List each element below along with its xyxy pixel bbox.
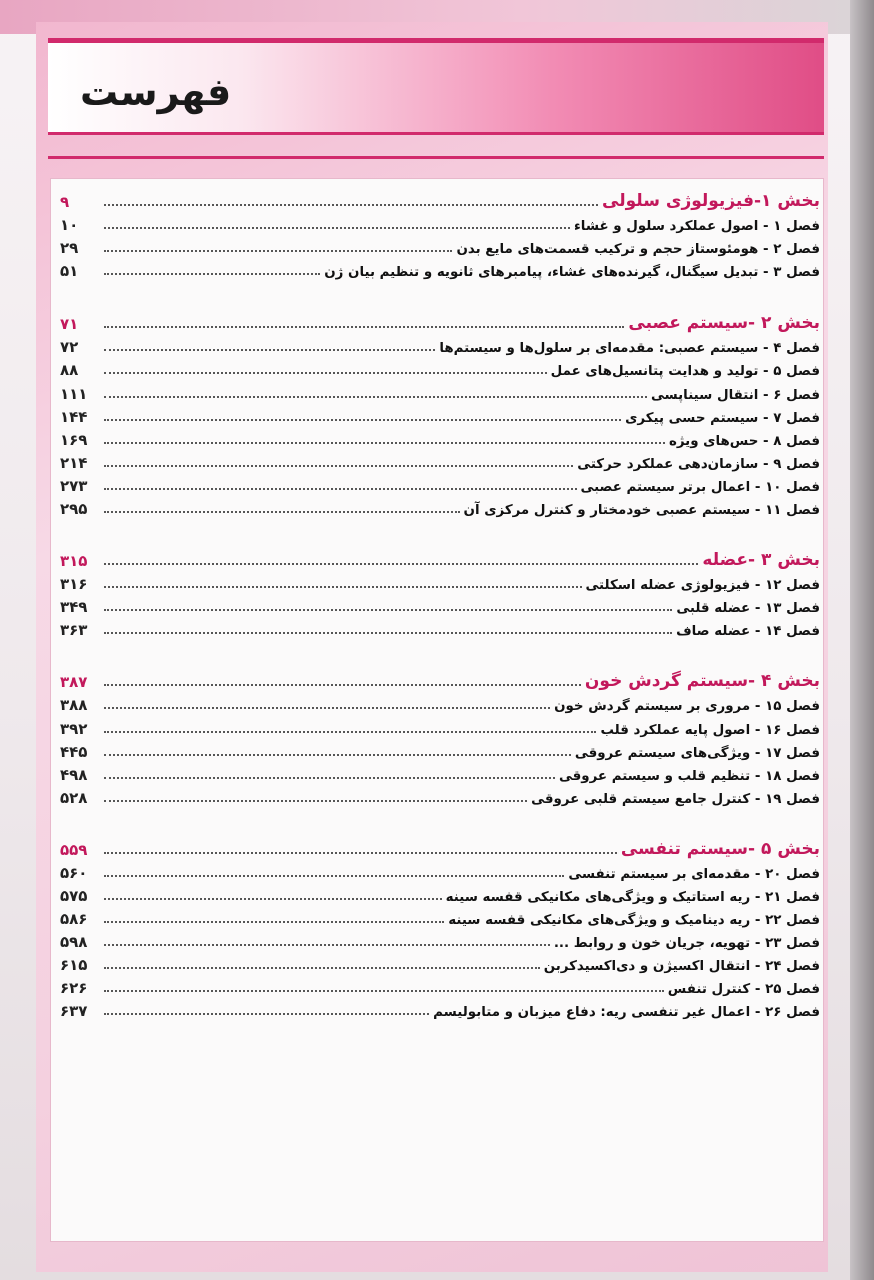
chapter-title: فصل ۲۰ - مقدمه‌ای بر سیستم تنفسی xyxy=(568,866,820,882)
part-row[interactable] xyxy=(60,180,820,211)
part-title: بخش ۳ -عضله xyxy=(702,550,820,571)
chapter-row[interactable] xyxy=(60,257,820,280)
chapter-row[interactable] xyxy=(60,570,820,593)
chapter-page-number: ۳۴۹ xyxy=(60,598,88,617)
leader-dots xyxy=(104,396,647,398)
leader-dots xyxy=(104,944,550,946)
chapter-page-number: ۳۸۸ xyxy=(60,696,88,715)
chapter-title: فصل ۲۵ - کنترل تنفس xyxy=(667,982,820,998)
part-title: بخش ۵ -سیستم تنفسی xyxy=(620,838,820,859)
leader-dots xyxy=(104,898,442,900)
chapter-page-number: ۵۲۸ xyxy=(60,788,88,807)
chapter-title: فصل ۲ - هومئوستاز حجم و ترکیب قسمت‌های مایع بدن xyxy=(456,242,820,258)
chapter-title: فصل ۱۸ - تنظیم قلب و سیستم عروقی xyxy=(558,768,820,784)
chapter-title: فصل ۲۳ - تهویه، جریان خون و روابط ... xyxy=(553,936,820,952)
toc-section xyxy=(60,828,820,1021)
chapter-page-number: ۳۹۲ xyxy=(60,719,88,738)
chapter-row[interactable] xyxy=(60,714,820,737)
chapter-row[interactable] xyxy=(60,449,820,472)
chapter-title: فصل ۹ - سازمان‌دهی عملکرد حرکتی xyxy=(577,456,820,472)
leader-dots xyxy=(104,684,581,686)
page-edge-shadow xyxy=(850,0,874,1280)
toc-section xyxy=(60,539,820,639)
chapter-row[interactable] xyxy=(60,616,820,639)
leader-dots xyxy=(104,250,452,252)
chapter-title: فصل ۱۵ - مروری بر سیستم گردش خون xyxy=(554,699,820,715)
chapter-row[interactable] xyxy=(60,379,820,402)
leader-dots xyxy=(104,1013,429,1015)
leader-dots xyxy=(104,586,582,588)
leader-dots xyxy=(104,372,547,374)
chapter-page-number: ۱۴۴ xyxy=(60,407,88,426)
chapter-title: فصل ۶ - انتقال سیناپسی xyxy=(650,387,820,403)
part-page-number: ۳۸۷ xyxy=(60,673,88,692)
chapter-page-number: ۶۱۵ xyxy=(60,956,88,975)
section-gap xyxy=(60,639,820,660)
chapter-page-number: ۲۹۵ xyxy=(60,500,88,519)
part-row[interactable] xyxy=(60,660,820,691)
leader-dots xyxy=(104,632,672,634)
chapter-page-number: ۵۶۰ xyxy=(60,863,88,882)
leader-dots xyxy=(104,990,664,992)
chapter-title: فصل ۱ - اصول عملکرد سلول و غشاء xyxy=(573,219,820,235)
toc-section xyxy=(60,180,820,280)
toc-section xyxy=(60,660,820,806)
chapter-title: فصل ۱۷ - ویژگی‌های سیستم عروقی xyxy=(574,745,820,761)
chapter-title: فصل ۱۳ - عضله قلبی xyxy=(676,601,820,617)
part-row[interactable] xyxy=(60,302,820,333)
leader-dots xyxy=(104,488,577,490)
chapter-row[interactable] xyxy=(60,761,820,784)
chapter-row[interactable] xyxy=(60,928,820,951)
chapter-page-number: ۵۷۵ xyxy=(60,886,88,905)
leader-dots xyxy=(104,707,550,709)
chapter-page-number: ۴۹۸ xyxy=(60,765,88,784)
chapter-page-number: ۴۴۵ xyxy=(60,742,88,761)
chapter-title: فصل ۲۶ - اعمال غیر تنفسی ریه: دفاع میزبان و متابولیسم xyxy=(433,1005,820,1021)
leader-dots xyxy=(104,349,435,351)
chapter-title: فصل ۱۰ - اعمال برتر سیستم عصبی xyxy=(580,479,820,495)
chapter-title: فصل ۱۴ - عضله صاف xyxy=(676,624,820,640)
chapter-page-number: ۱۰ xyxy=(60,216,79,235)
chapter-row[interactable] xyxy=(60,333,820,356)
leader-dots xyxy=(104,852,617,854)
chapter-row[interactable] xyxy=(60,495,820,518)
chapter-page-number: ۱۱۱ xyxy=(60,384,88,403)
toc-section xyxy=(60,302,820,518)
part-row[interactable] xyxy=(60,828,820,859)
leader-dots xyxy=(104,731,596,733)
leader-dots xyxy=(104,273,320,275)
chapter-row[interactable] xyxy=(60,859,820,882)
chapter-row[interactable] xyxy=(60,691,820,714)
chapter-row[interactable] xyxy=(60,593,820,616)
chapter-page-number: ۳۱۶ xyxy=(60,575,88,594)
leader-dots xyxy=(104,609,672,611)
section-gap xyxy=(60,280,820,302)
chapter-row[interactable] xyxy=(60,211,820,234)
leader-dots xyxy=(104,227,570,229)
chapter-row[interactable] xyxy=(60,356,820,379)
chapter-title: فصل ۲۲ - ریه دینامیک و ویژگی‌های مکانیکی قفسه سینه xyxy=(448,913,820,929)
chapter-row[interactable] xyxy=(60,951,820,974)
chapter-page-number: ۵۸۶ xyxy=(60,910,88,929)
chapter-page-number: ۲۹ xyxy=(60,239,79,258)
chapter-title: فصل ۳ - تبدیل سیگنال، گیرنده‌های غشاء، پیامبرهای ثانویه و تنظیم بیان ژن xyxy=(324,265,820,281)
chapter-row[interactable] xyxy=(60,234,820,257)
chapter-row[interactable] xyxy=(60,784,820,807)
chapter-page-number: ۶۳۷ xyxy=(60,1002,88,1021)
chapter-page-number: ۲۷۳ xyxy=(60,476,88,495)
leader-dots xyxy=(104,419,621,421)
header-bottom-rule xyxy=(48,156,824,159)
chapter-title: فصل ۷ - سیستم حسی پیکری xyxy=(625,410,820,426)
page-title: فهرست xyxy=(80,70,232,114)
chapter-row[interactable] xyxy=(60,426,820,449)
leader-dots xyxy=(104,777,555,779)
chapter-page-number: ۶۲۶ xyxy=(60,979,88,998)
part-page-number: ۳۱۵ xyxy=(60,552,88,571)
chapter-row[interactable] xyxy=(60,905,820,928)
chapter-title: فصل ۱۶ - اصول پایه عملکرد قلب xyxy=(600,722,820,738)
chapter-title: فصل ۲۴ - انتقال اکسیژن و دی‌اکسیدکربن xyxy=(543,959,820,975)
chapter-title: فصل ۲۱ - ریه استاتیک و ویژگی‌های مکانیکی قفسه سینه xyxy=(445,889,820,905)
leader-dots xyxy=(104,754,571,756)
chapter-row[interactable] xyxy=(60,974,820,997)
chapter-page-number: ۷۲ xyxy=(60,338,79,357)
chapter-row[interactable] xyxy=(60,738,820,761)
chapter-row[interactable] xyxy=(60,403,820,426)
leader-dots xyxy=(104,465,573,467)
part-title: بخش ۲ -سیستم عصبی xyxy=(628,313,820,334)
leader-dots xyxy=(104,511,460,513)
chapter-row[interactable] xyxy=(60,997,820,1020)
chapter-page-number: ۵۱ xyxy=(60,262,79,281)
chapter-title: فصل ۸ - حس‌های ویژه xyxy=(668,433,820,449)
table-of-contents xyxy=(60,180,820,1020)
leader-dots xyxy=(104,563,698,565)
leader-dots xyxy=(104,442,665,444)
chapter-page-number: ۵۹۸ xyxy=(60,933,88,952)
chapter-row[interactable] xyxy=(60,472,820,495)
leader-dots xyxy=(104,875,564,877)
section-gap xyxy=(60,807,820,828)
part-page-number: ۷۱ xyxy=(60,315,79,334)
chapter-row[interactable] xyxy=(60,882,820,905)
leader-dots xyxy=(104,800,527,802)
header-top-rule xyxy=(48,38,824,43)
chapter-page-number: ۳۶۳ xyxy=(60,621,88,640)
part-page-number: ۹ xyxy=(60,193,70,211)
chapter-title: فصل ۴ - سیستم عصبی: مقدمه‌ای بر سلول‌ها و سیستم‌ها xyxy=(439,341,820,357)
section-gap xyxy=(60,518,820,539)
chapter-title: فصل ۱۲ - فیزیولوژی عضله اسکلتی xyxy=(585,578,820,594)
chapter-page-number: ۸۸ xyxy=(60,361,79,380)
part-page-number: ۵۵۹ xyxy=(60,840,88,859)
chapter-page-number: ۲۱۴ xyxy=(60,453,88,472)
part-title: بخش ۴ -سیستم گردش خون xyxy=(584,671,820,692)
chapter-title: فصل ۱۱ - سیستم عصبی خودمختار و کنترل مرکزی آن xyxy=(463,503,820,519)
leader-dots xyxy=(104,921,444,923)
leader-dots xyxy=(104,967,540,969)
chapter-title: فصل ۵ - تولید و هدایت پتانسیل‌های عمل xyxy=(550,364,820,380)
chapter-page-number: ۱۶۹ xyxy=(60,430,88,449)
part-row[interactable] xyxy=(60,539,820,570)
leader-dots xyxy=(104,204,598,206)
part-title: بخش ۱-فیزیولوژی سلولی xyxy=(602,191,820,211)
chapter-title: فصل ۱۹ - کنترل جامع سیستم قلبی عروقی xyxy=(531,791,820,807)
leader-dots xyxy=(104,326,624,328)
